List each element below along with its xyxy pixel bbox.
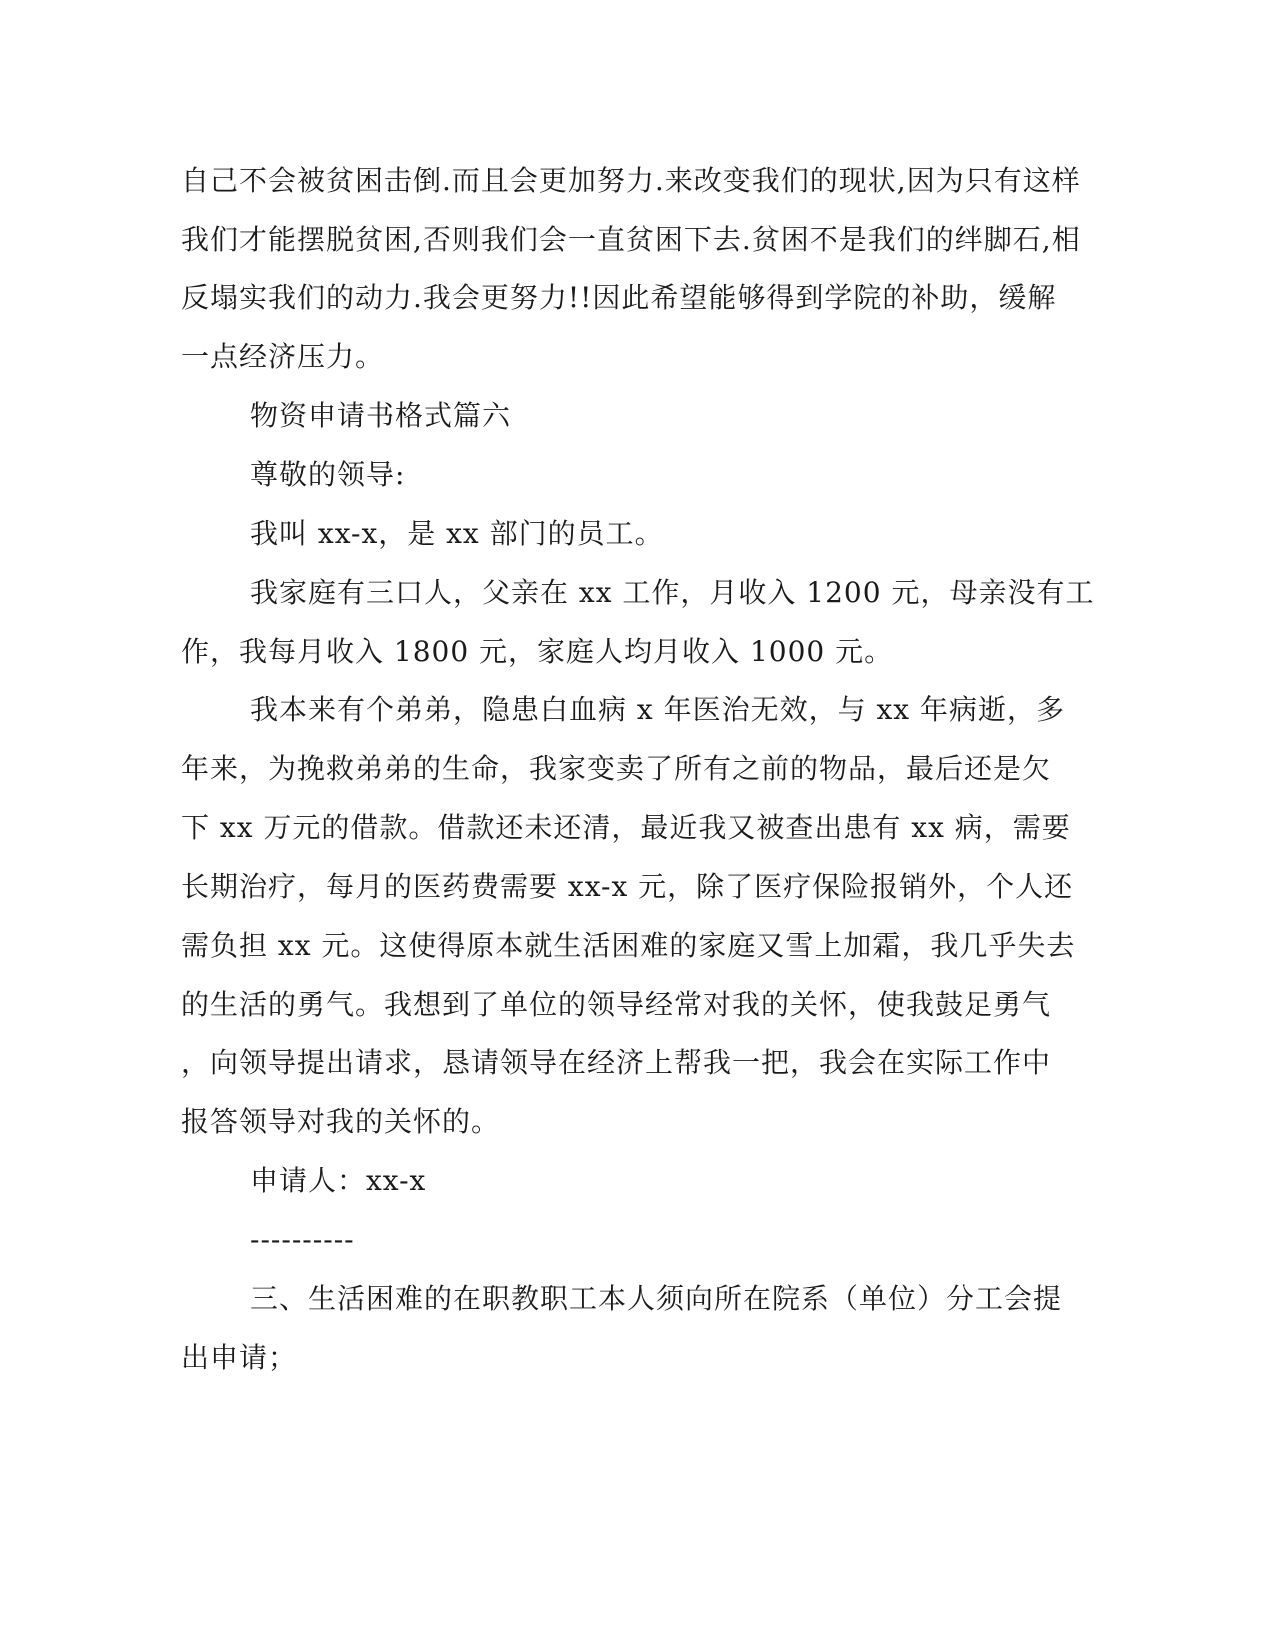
text-line: 的生活的勇气。我想到了单位的领导经常对我的关怀，使我鼓足勇气	[181, 988, 1052, 1021]
text-line: 作，我每月收入 1800 元，家庭人均月收入 1000 元。	[181, 635, 894, 668]
text-line: 自己不会被贫困击倒.而且会更加努力.来改变我们的现状,因为只有这样	[181, 164, 1081, 197]
text-line: 年来，为挽救弟弟的生命，我家变卖了所有之前的物品，最后还是欠	[181, 752, 1052, 785]
text-line: ，向领导提出请求，恳请领导在经济上帮我一把，我会在实际工作中	[181, 1046, 1052, 1079]
text-line: 我家庭有三口人，父亲在 xx 工作，月收入 1200 元，母亲没有工	[250, 576, 1095, 609]
section-heading: 物资申请书格式篇六	[250, 399, 512, 432]
applicant-signature: 申请人：xx-x	[250, 1164, 427, 1197]
text-line: 长期治疗，每月的医药费需要 xx-x 元，除了医疗保险报销外，个人还	[181, 870, 1074, 903]
text-line: 我叫 xx-x，是 xx 部门的员工。	[250, 517, 664, 550]
salutation: 尊敬的领导:	[250, 458, 406, 491]
text-line: 反塌实我们的动力.我会更努力!!因此希望能够得到学院的补助，缓解	[181, 281, 1057, 314]
text-line: 报答领导对我的关怀的。	[181, 1105, 501, 1138]
separator: ----------	[250, 1223, 355, 1256]
text-line: 下 xx 万元的借款。借款还未还清，最近我又被查出患有 xx 病，需要	[181, 811, 1071, 844]
text-line: 三、生活困难的在职教职工本人须向所在院系（单位）分工会提	[250, 1282, 1063, 1315]
text-line: 需负担 xx 元。这使得原本就生活困难的家庭又雪上加霜，我几乎失去	[181, 929, 1076, 962]
text-line: 出申请；	[181, 1341, 298, 1374]
text-line: 我本来有个弟弟，隐患白血病 x 年医治无效，与 xx 年病逝，多	[250, 693, 1065, 726]
text-line: 我们才能摆脱贫困,否则我们会一直贫困下去.贫困不是我们的绊脚石,相	[181, 223, 1081, 256]
text-line: 一点经济压力。	[181, 340, 385, 373]
